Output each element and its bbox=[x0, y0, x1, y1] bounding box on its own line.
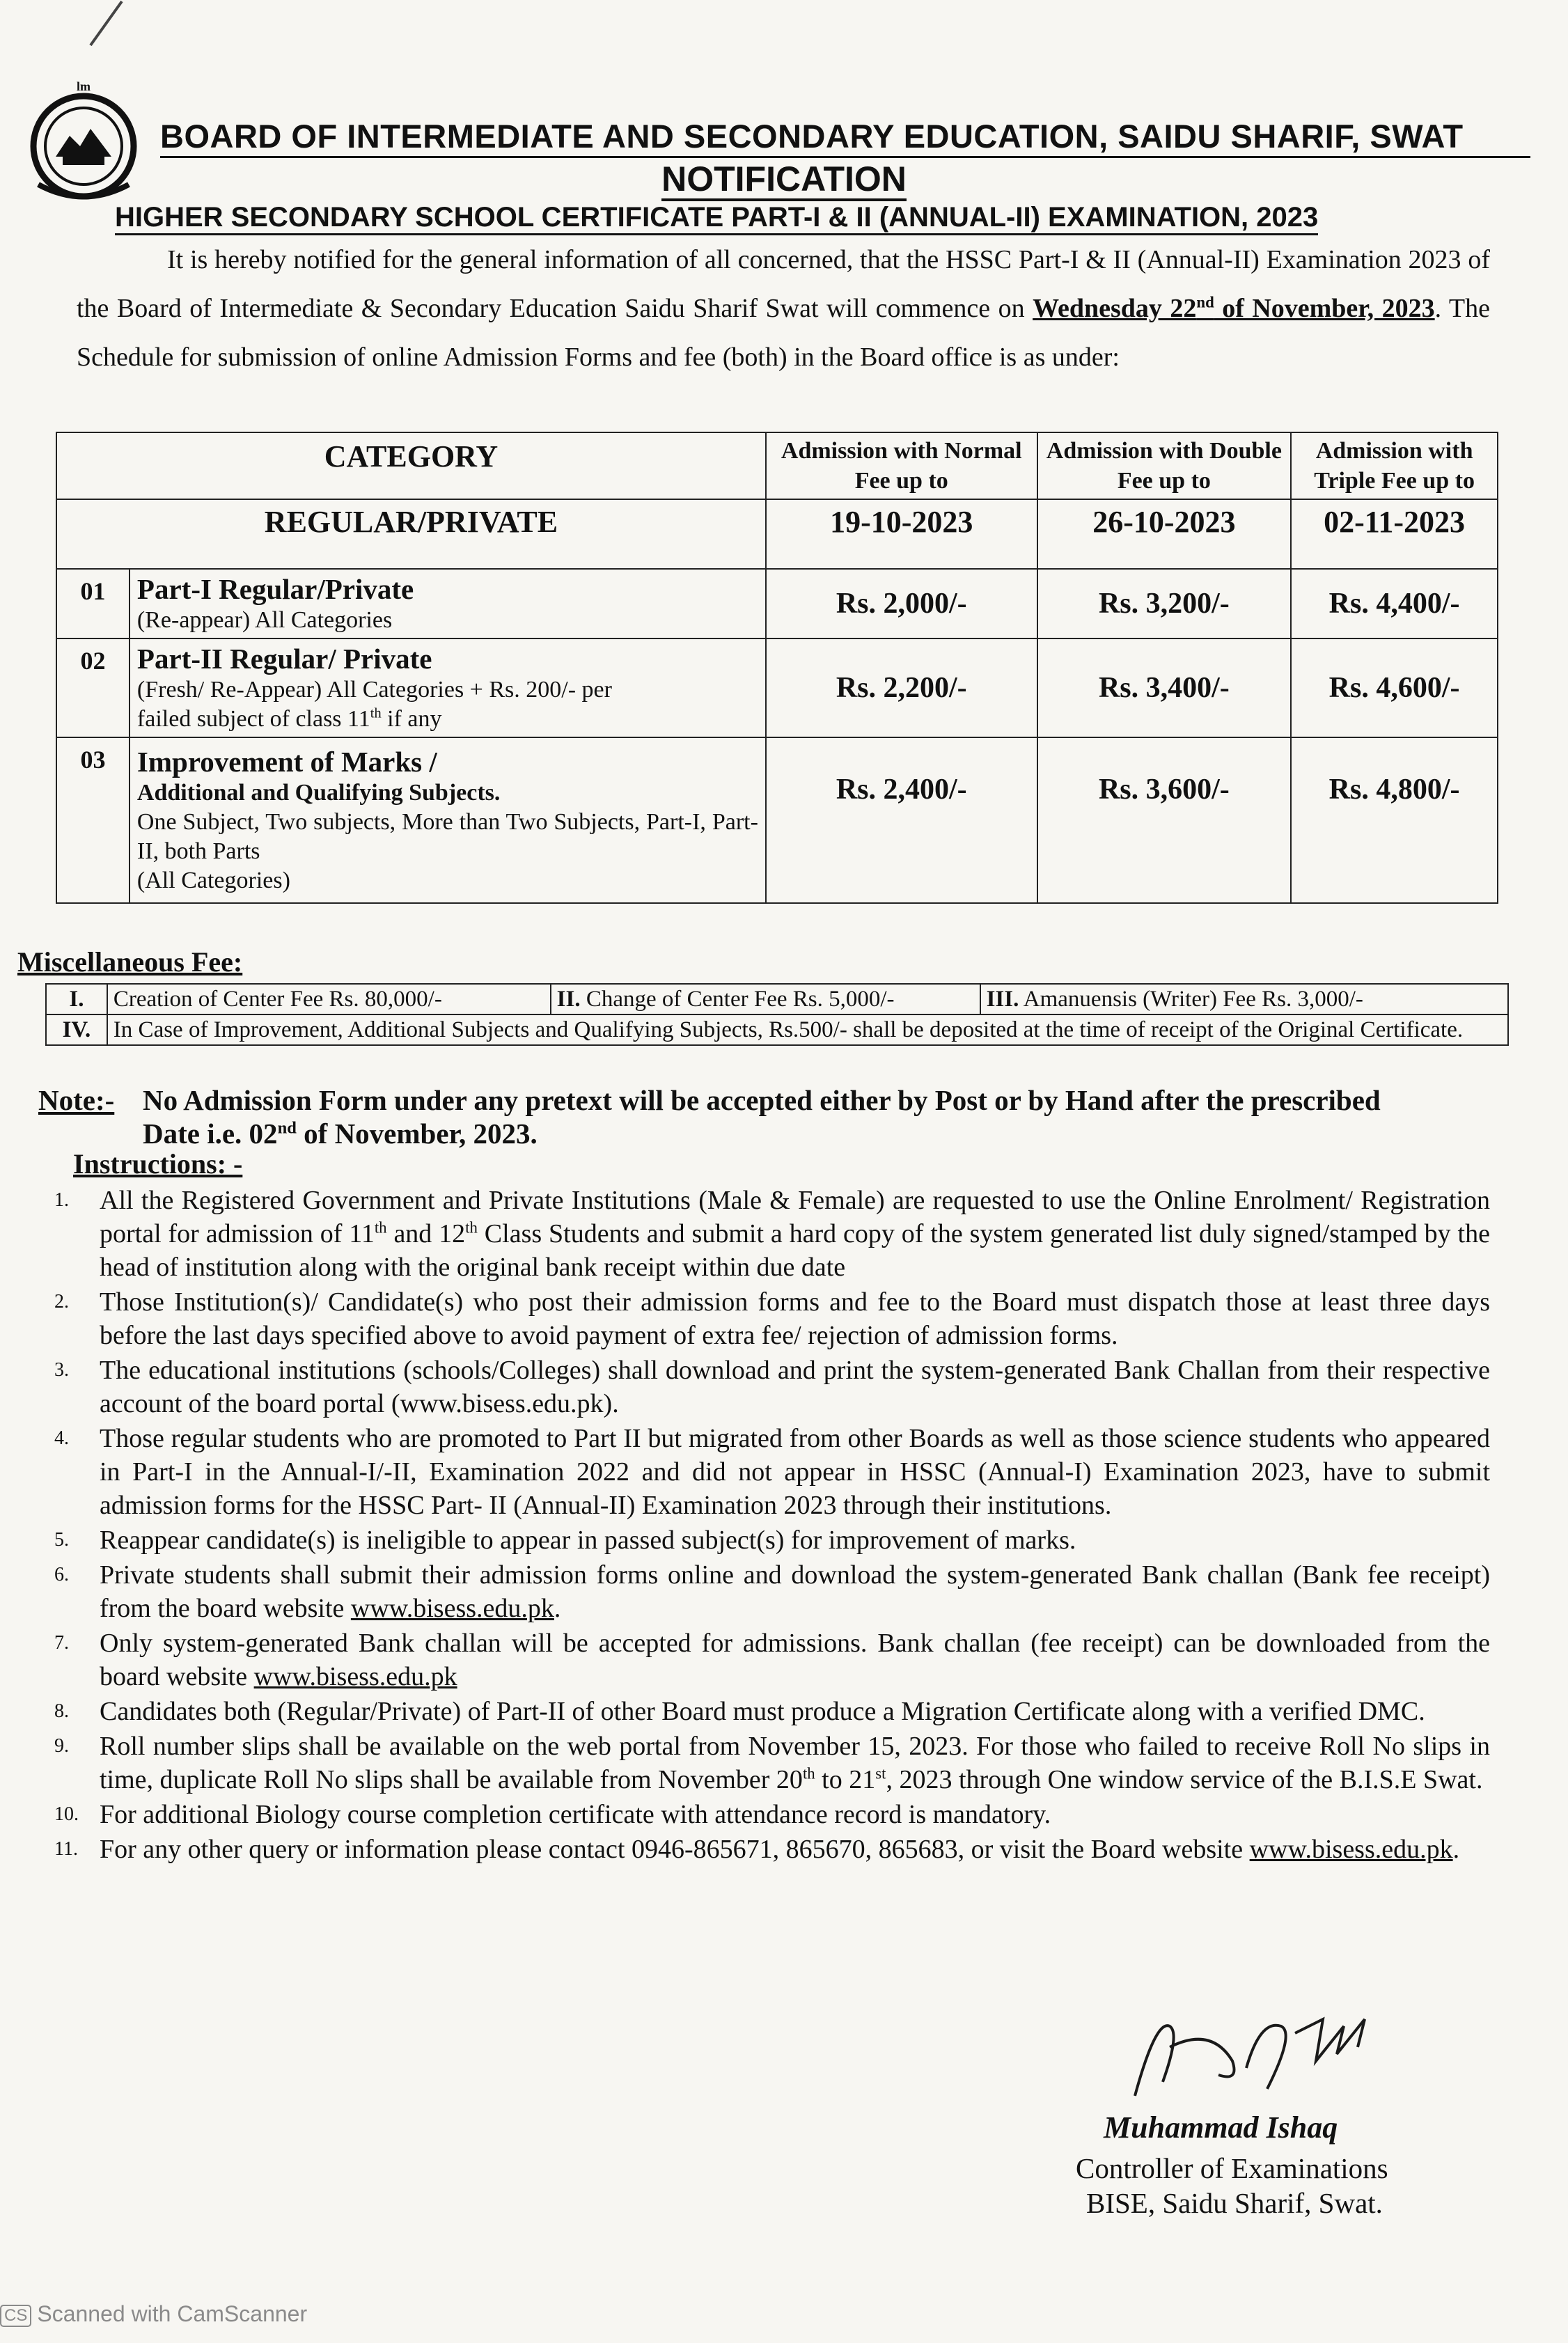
triple-fee-date: 02-11-2023 bbox=[1291, 499, 1498, 569]
row-category bbox=[130, 569, 766, 638]
instructions-heading: Instructions: - bbox=[73, 1148, 243, 1180]
row-title: Improvement of Marks / bbox=[136, 746, 437, 778]
list-item: 9. Roll number slips shall be available on the web portal from November 15, 2023. For those who failed to receive Roll No slips in time, duplicate Roll No slips shall be available from November 20th to 21st, 2023 through One window service of the B.I.S.E Swat. bbox=[54, 1732, 1490, 1794]
row-description-2: failed subject of class 11th if any bbox=[136, 705, 442, 732]
board-website-link[interactable]: www.bisess.edu.pk bbox=[253, 1662, 457, 1691]
list-item: 5. Reappear candidate(s) is ineligible to appear in passed subject(s) for improvement of marks. bbox=[54, 1526, 1076, 1555]
row-description-2: (All Categories) bbox=[136, 868, 290, 893]
note-text: No Admission Form under any pretext will be accepted either by Post or by Hand after the prescribed bbox=[143, 1084, 1381, 1116]
list-item: 10. For additional Biology course completion certificate with attendance record is mandatory. bbox=[54, 1800, 1051, 1829]
note-deadline: Date i.e. 02nd of November, 2023. bbox=[143, 1118, 538, 1150]
list-item: 6. Private students shall submit their admission forms online and download the system-generated Bank challan (Bank fee receipt) from the board website www.bisess.edu.pk. bbox=[54, 1560, 1490, 1623]
table-row bbox=[56, 737, 1498, 903]
triple-fee: Rs. 4,400/- bbox=[1291, 569, 1498, 638]
row-description: One Subject, Two subjects, More than Two Subjects, Part-I, Part-II, both Parts bbox=[136, 809, 758, 864]
triple-fee: Rs. 4,800/- bbox=[1291, 737, 1498, 903]
misc-row bbox=[46, 984, 1508, 1014]
normal-fee-date: 19-10-2023 bbox=[766, 499, 1037, 569]
intro-text-2: . The Schedule for submission of online Admission Forms and fee (both) in the Board office is as under: bbox=[77, 294, 1490, 372]
misc-fee-heading: Miscellaneous Fee: bbox=[17, 946, 243, 978]
row-title: Part-II Regular/ Private bbox=[136, 643, 432, 675]
category-subheader: REGULAR/PRIVATE bbox=[56, 499, 766, 569]
table-row bbox=[56, 569, 1498, 638]
board-title-underline bbox=[160, 156, 1530, 158]
list-item: 3. The educational institutions (schools/Colleges) shall download and print the system-generated Bank Challan from their respective account of the board portal (www.bisess.edu.pk). bbox=[54, 1356, 1490, 1418]
misc-item-change-center: II. Change of Center Fee Rs. 5,000/- bbox=[551, 984, 980, 1014]
exam-title: HIGHER SECONDARY SCHOOL CERTIFICATE PART-I & II (ANNUAL-II) EXAMINATION, 2023 bbox=[115, 202, 1318, 235]
misc-number: IV. bbox=[46, 1014, 107, 1045]
row-subtitle: Additional and Qualifying Subjects. bbox=[136, 780, 501, 806]
double-fee-date: 26-10-2023 bbox=[1037, 499, 1292, 569]
fee-schedule-table bbox=[56, 432, 1498, 904]
pen-stroke-mark bbox=[84, 0, 125, 49]
list-item: 11. For any other query or information please contact 0946-865671, 865670, 865683, or visit the Board website www.bisess.edu.pk. bbox=[54, 1835, 1460, 1864]
misc-item-amanuensis: III. Amanuensis (Writer) Fee Rs. 3,000/- bbox=[980, 984, 1508, 1014]
row-title: Part-I Regular/Private bbox=[136, 573, 414, 605]
double-fee: Rs. 3,400/- bbox=[1037, 638, 1292, 737]
list-item: 8. Candidates both (Regular/Private) of Part-II of other Board must produce a Migration Certificate along with a verified DMC. bbox=[54, 1697, 1425, 1726]
table-row bbox=[56, 638, 1498, 737]
commencement-date: Wednesday 22nd of November, 2023 bbox=[1033, 293, 1435, 323]
camscanner-icon: CS bbox=[0, 2305, 31, 2327]
double-fee: Rs. 3,200/- bbox=[1037, 569, 1292, 638]
notification-heading: NOTIFICATION bbox=[0, 159, 1568, 199]
row-number: 03 bbox=[56, 737, 130, 903]
normal-fee: Rs. 2,400/- bbox=[766, 737, 1037, 903]
row-number: 02 bbox=[56, 638, 130, 737]
table-header-row bbox=[56, 432, 1498, 499]
list-item: 7. Only system-generated Bank challan will be accepted for admissions. Bank challan (fee receipt) can be downloaded from the board website www.bisess.edu.pk bbox=[54, 1629, 1490, 1691]
logo-caption: lm bbox=[77, 79, 91, 93]
normal-fee: Rs. 2,000/- bbox=[766, 569, 1037, 638]
row-description: (Fresh/ Re-Appear) All Categories + Rs. 200/- per bbox=[136, 677, 612, 703]
category-header: CATEGORY bbox=[56, 432, 766, 499]
instructions-list bbox=[49, 1184, 1490, 1867]
intro-text-1: It is hereby notified for the general information of all concerned, that the HSSC Part-I & II (Annual-II) Examination 2023 of the Board of Intermediate & Secondary Education Saidu Sharif Swat will commence on bbox=[77, 245, 1490, 323]
misc-item-creation-center: Creation of Center Fee Rs. 80,000/- bbox=[107, 984, 551, 1014]
signatory-office: BISE, Saidu Sharif, Swat. bbox=[1086, 2187, 1383, 2219]
misc-number: I. bbox=[46, 984, 107, 1014]
row-number: 01 bbox=[56, 569, 130, 638]
normal-fee-header: Admission with Normal Fee up to bbox=[766, 432, 1037, 499]
list-item: 1. All the Registered Government and Private Institutions (Male & Female) are requested to use the Online Enrolment/ Registration portal for admission of 11th and 12th Class Students and submit a hard copy of the system generated list duly signed/stamped by the head of institution along with the original bank receipt within due date bbox=[54, 1186, 1490, 1282]
board-website-link[interactable]: www.bisess.edu.pk bbox=[350, 1594, 554, 1623]
signatory-name: Muhammad Ishaq bbox=[1104, 2110, 1338, 2145]
date-row bbox=[56, 499, 1498, 569]
handwritten-signature-icon bbox=[1114, 2005, 1406, 2110]
board-website-link[interactable]: www.bisess.edu.pk bbox=[1249, 1835, 1453, 1864]
list-item: 4. Those regular students who are promoted to Part II but migrated from other Boards as well as those science students who appeared in Part-I in the Annual-I/-II, Examination 2022 and did not appear in HSSC (Annual-I) Examination 2023, have to submit admission forms for the HSSC Part- II (Annual-II) Examination 2023 through their institutions. bbox=[54, 1424, 1490, 1520]
triple-fee: Rs. 4,600/- bbox=[1291, 638, 1498, 737]
misc-fee-table bbox=[45, 983, 1509, 1046]
row-category bbox=[130, 737, 766, 903]
signatory-role: Controller of Examinations bbox=[1076, 2152, 1388, 2184]
misc-row bbox=[46, 1014, 1508, 1045]
note-block bbox=[38, 1083, 1514, 1150]
triple-fee-header: Admission with Triple Fee up to bbox=[1291, 432, 1498, 499]
board-title: BOARD OF INTERMEDIATE AND SECONDARY EDUCATION, SAIDU SHARIF, SWAT bbox=[160, 118, 1464, 155]
scanner-watermark: CS Scanned with CamScanner bbox=[0, 2301, 307, 2329]
note-label: Note:- bbox=[38, 1084, 115, 1116]
row-description: (Re-appear) All Categories bbox=[136, 607, 393, 633]
intro-paragraph bbox=[77, 235, 1490, 382]
misc-item-improvement: In Case of Improvement, Additional Subjects and Qualifying Subjects, Rs.500/- shall be deposited at the time of receipt of the Original Certificate. bbox=[107, 1014, 1508, 1045]
row-category bbox=[130, 638, 766, 737]
double-fee: Rs. 3,600/- bbox=[1037, 737, 1292, 903]
normal-fee: Rs. 2,200/- bbox=[766, 638, 1037, 737]
double-fee-header: Admission with Double Fee up to bbox=[1037, 432, 1292, 499]
list-item: 2. Those Institution(s)/ Candidate(s) who post their admission forms and fee to the Board must dispatch those at least three days before the last days specified above to avoid payment of extra fee/ rejection of admission forms. bbox=[54, 1287, 1490, 1350]
